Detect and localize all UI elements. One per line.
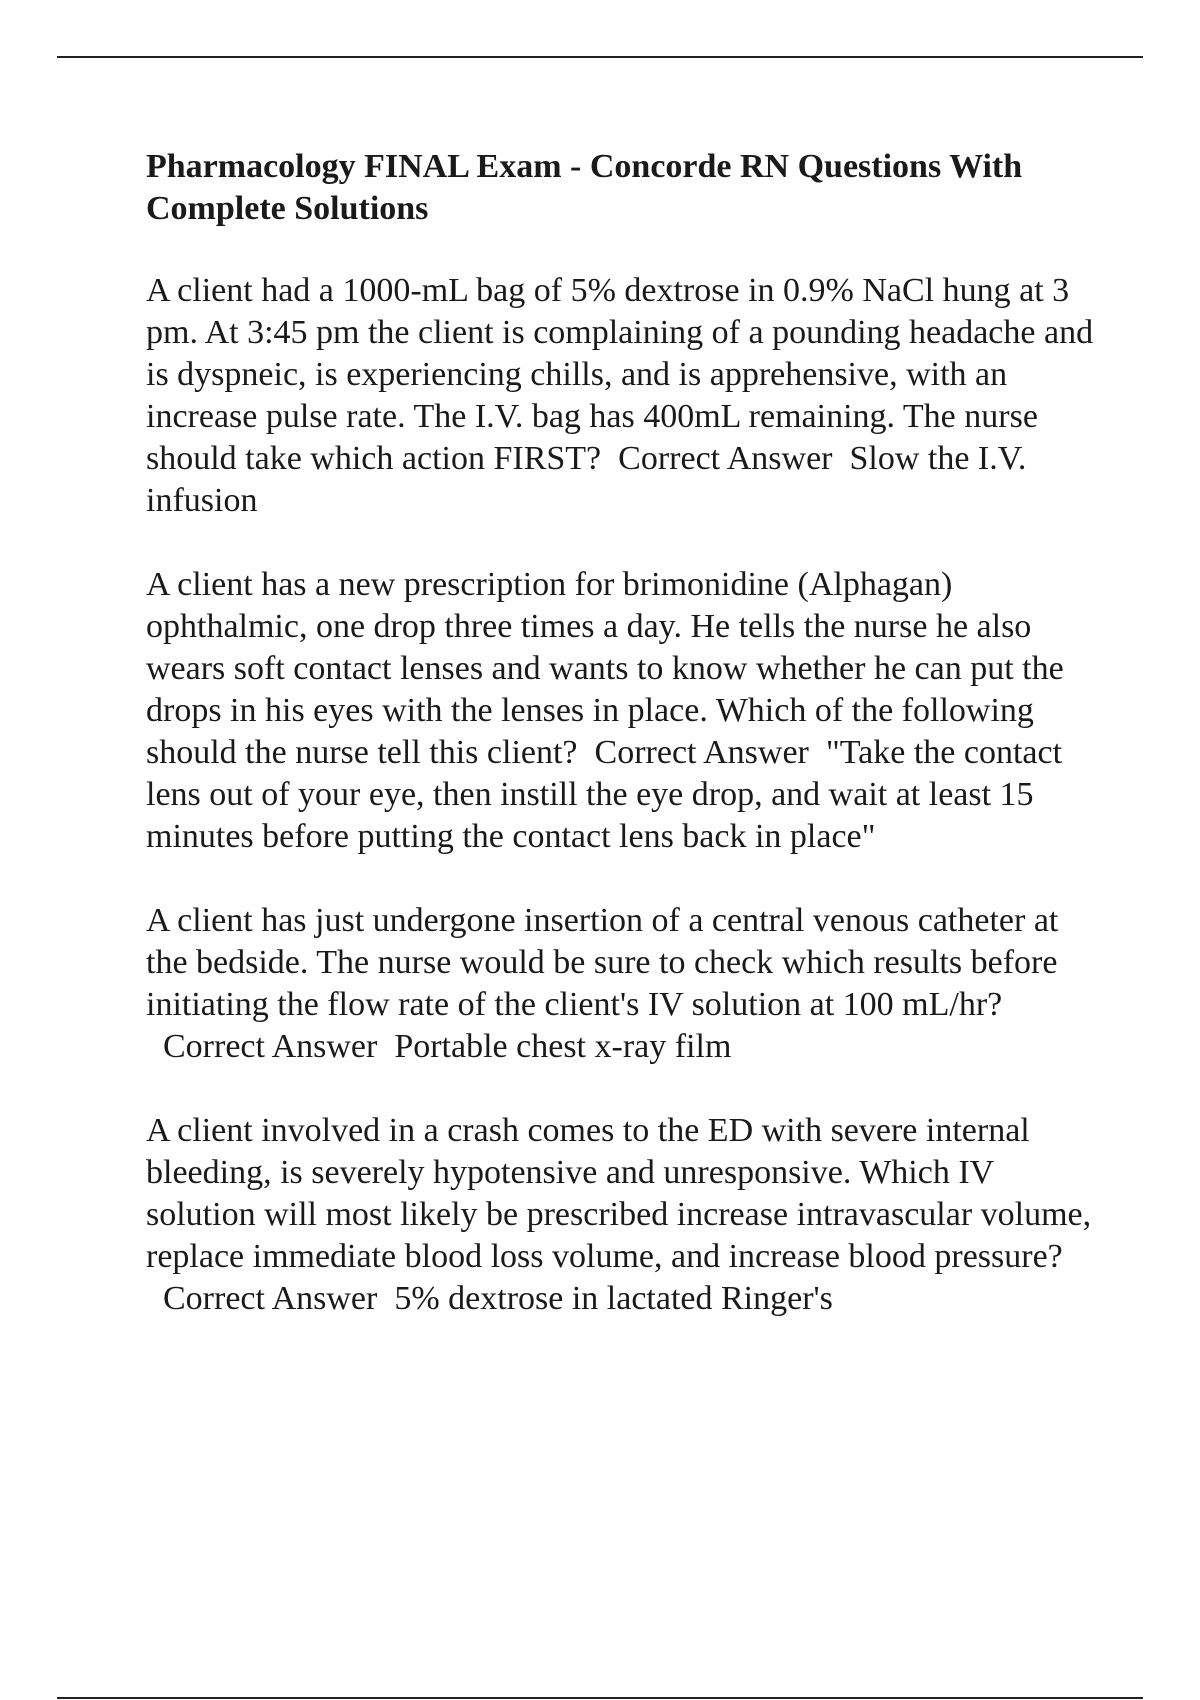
question-text: A client has a new prescription for brimonidine (Alphagan) ophthalmic, one drop three times a day. He tells the nurse he also wears soft contact lenses and wants to know whether he can put the drops in his eyes with the lenses in place. Which of the following should the nurse tell this client? (146, 566, 1064, 771)
question-text: A client involved in a crash comes to the ED with severe internal bleeding, is severely hypotensive and unresponsive. Which IV solution will most likely be prescribed increase intravascular volume, replace immediate blood loss volume, and increase blood pressure? (146, 1112, 1092, 1275)
answer-text: 5% dextrose in lactated Ringer's (394, 1280, 833, 1317)
answer-label: Correct Answer (594, 734, 809, 771)
qa-item (146, 1110, 1096, 1320)
answer-text: "Take the contact lens out of your eye, then instill the eye drop, and wait at least 15 minutes before putting the contact lens back in place" (146, 734, 1063, 855)
document-title: Pharmacology FINAL Exam - Concorde RN Questions With Complete Solutions (146, 148, 1023, 227)
answer-label: Correct Answer (163, 1028, 378, 1065)
answer-text: Slow the I.V. infusion (146, 440, 1027, 519)
answer-text: Portable chest x-ray film (394, 1028, 732, 1065)
answer-label: Correct Answer (618, 440, 833, 477)
qa-item (146, 564, 1096, 858)
question-text: A client has just undergone insertion of a central venous catheter at the bedside. The nurse would be sure to check which results before initiating the flow rate of the client's IV solution at 100 mL/hr? (146, 902, 1059, 1023)
qa-item (146, 270, 1096, 522)
question-text: A client had a 1000-mL bag of 5% dextrose in 0.9% NaCl hung at 3 pm. At 3:45 pm the client is complaining of a pounding headache and is dyspneic, is experiencing chills, and is apprehensive, with an increase pulse rate. The I.V. bag has 400mL remaining. The nurse should take which action FIRST? (146, 272, 1094, 477)
header-rule (57, 56, 1143, 58)
footer-rule (57, 1697, 1143, 1699)
document-body (146, 146, 1096, 1362)
qa-item (146, 900, 1096, 1068)
answer-label: Correct Answer (163, 1280, 378, 1317)
